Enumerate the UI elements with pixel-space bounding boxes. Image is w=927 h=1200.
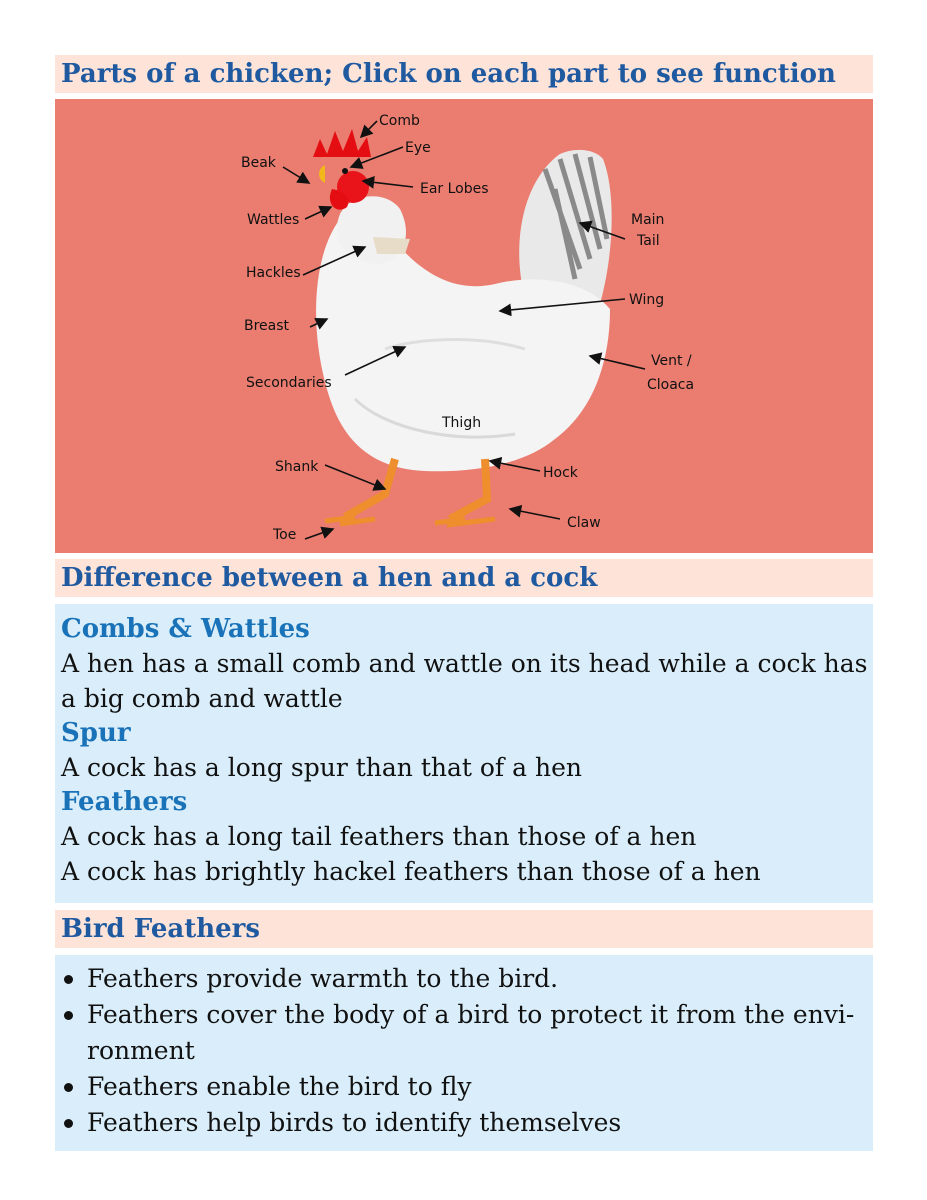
section-title-bird-feathers: Bird Feathers	[55, 910, 873, 948]
chicken-illustration	[55, 99, 873, 553]
comb-part[interactable]	[313, 129, 371, 157]
section-title-difference: Difference between a hen and a cock	[55, 559, 873, 597]
eye-part[interactable]	[342, 168, 348, 174]
heading-spur: Spur	[61, 718, 131, 748]
label-wattles[interactable]: Wattles	[247, 212, 300, 228]
label-hock[interactable]: Hock	[543, 465, 578, 481]
beak-part[interactable]	[319, 165, 325, 183]
heading-combs-wattles: Combs & Wattles	[61, 614, 310, 644]
text-line: A hen has a small comb and wattle on its head while a cock has	[61, 649, 868, 678]
label-thigh[interactable]: Thigh	[442, 415, 482, 431]
bullet-icon	[64, 975, 73, 984]
label-main-tail-1[interactable]: Main	[631, 212, 665, 228]
heading-feathers: Feathers	[61, 787, 188, 817]
label-ear-lobes[interactable]: Ear Lobes	[420, 181, 489, 197]
bullet-icon	[64, 1011, 73, 1020]
label-wing[interactable]: Wing	[629, 292, 665, 308]
label-toe[interactable]: Toe	[273, 527, 297, 543]
bullet-icon	[64, 1083, 73, 1092]
label-main-tail-2[interactable]: Tail	[637, 233, 660, 249]
feathers-panel	[55, 955, 873, 1151]
list-item: Feathers cover the body of a bird to protect it from the envi- ronment	[55, 997, 873, 1069]
label-beak[interactable]: Beak	[241, 155, 276, 171]
chicken-diagram	[55, 99, 873, 553]
hackles-part[interactable]	[373, 237, 410, 254]
difference-panel	[55, 604, 873, 903]
label-claw[interactable]: Claw	[567, 515, 601, 531]
text-line: A cock has brightly hackel feathers than those of a hen	[61, 857, 761, 886]
label-hackles[interactable]: Hackles	[246, 265, 301, 281]
label-comb[interactable]: Comb	[379, 113, 420, 129]
label-shank[interactable]: Shank	[275, 459, 319, 475]
list-item: Feathers help birds to identify themselves	[55, 1105, 873, 1141]
text-line: A cock has a long tail feathers than those of a hen	[61, 822, 697, 851]
label-breast[interactable]: Breast	[244, 318, 290, 334]
bullet-icon	[64, 1119, 73, 1128]
label-eye[interactable]: Eye	[405, 140, 431, 156]
label-vent-2[interactable]: Cloaca	[647, 377, 695, 393]
section-title-parts: Parts of a chicken; Click on each part to see function	[55, 55, 873, 93]
list-item: Feathers enable the bird to fly	[55, 1069, 873, 1105]
label-vent-1[interactable]: Vent /	[651, 353, 692, 369]
feathers-list	[55, 961, 873, 1141]
text-line: a big comb and wattle	[61, 684, 343, 713]
text-line: A cock has a long spur than that of a hen	[61, 753, 582, 782]
list-item: Feathers provide warmth to the bird.	[55, 961, 873, 997]
label-secondaries[interactable]: Secondaries	[246, 375, 332, 391]
